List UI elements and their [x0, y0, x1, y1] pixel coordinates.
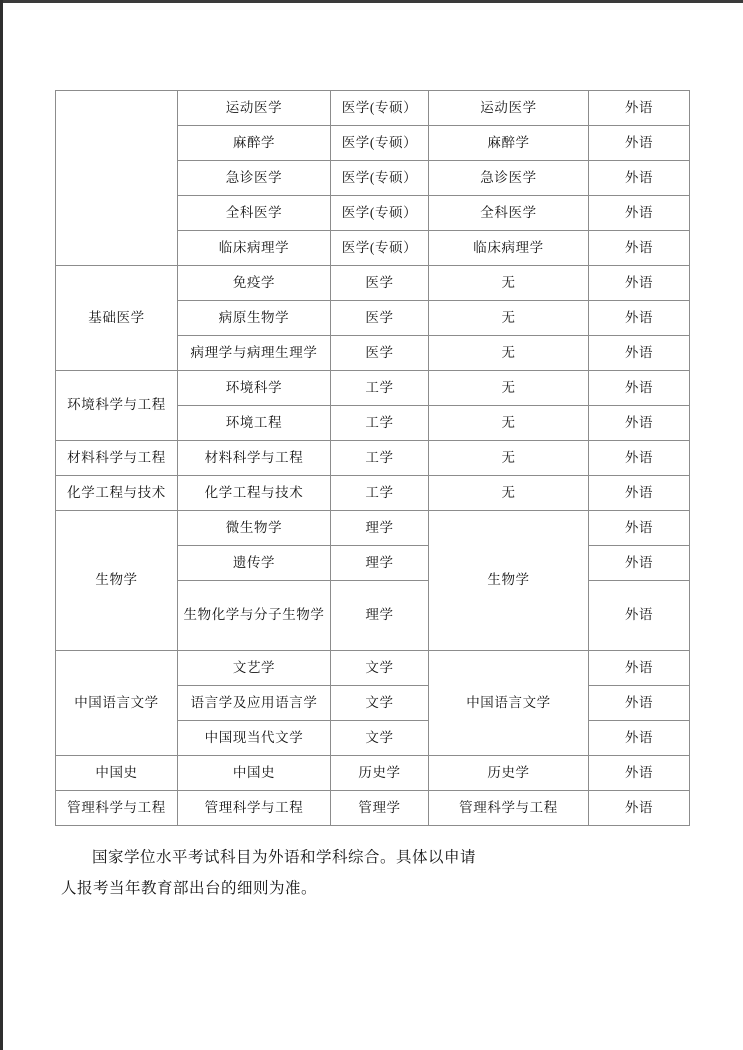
cell-foreign-language: 外语	[589, 756, 690, 791]
table-row	[56, 476, 690, 511]
cell-foreign-language: 外语	[589, 266, 690, 301]
cell-foreign-language: 外语	[589, 91, 690, 126]
cell-degree-type: 理学	[331, 581, 429, 651]
cell-foreign-language: 外语	[589, 581, 690, 651]
cell-discipline-group: 材料科学与工程	[56, 441, 178, 476]
cell-major: 临床病理学	[178, 231, 331, 266]
cell-major: 中国史	[178, 756, 331, 791]
cell-degree-type: 工学	[331, 441, 429, 476]
cell-degree-type: 医学	[331, 266, 429, 301]
subject-exam-table	[55, 90, 690, 826]
table-row	[56, 511, 690, 546]
cell-major: 运动医学	[178, 91, 331, 126]
cell-foreign-language: 外语	[589, 126, 690, 161]
cell-discipline-group: 中国史	[56, 756, 178, 791]
cell-national-exam-subject: 中国语言文学	[429, 651, 589, 756]
cell-national-exam-subject: 无	[429, 301, 589, 336]
cell-national-exam-subject: 急诊医学	[429, 161, 589, 196]
cell-foreign-language: 外语	[589, 441, 690, 476]
cell-major: 材料科学与工程	[178, 441, 331, 476]
cell-major: 环境科学	[178, 371, 331, 406]
table-footnote	[61, 842, 661, 904]
cell-major: 管理科学与工程	[178, 791, 331, 826]
cell-foreign-language: 外语	[589, 546, 690, 581]
cell-degree-type: 医学(专硕）	[331, 231, 429, 266]
cell-discipline-group: 基础医学	[56, 266, 178, 371]
cell-national-exam-subject: 无	[429, 371, 589, 406]
cell-discipline-group: 化学工程与技术	[56, 476, 178, 511]
cell-foreign-language: 外语	[589, 511, 690, 546]
cell-national-exam-subject: 生物学	[429, 511, 589, 651]
cell-foreign-language: 外语	[589, 686, 690, 721]
cell-degree-type: 文学	[331, 721, 429, 756]
cell-major: 麻醉学	[178, 126, 331, 161]
cell-foreign-language: 外语	[589, 301, 690, 336]
cell-major: 病理学与病理生理学	[178, 336, 331, 371]
cell-major: 免疫学	[178, 266, 331, 301]
cell-discipline-group: 生物学	[56, 511, 178, 651]
cell-major: 遗传学	[178, 546, 331, 581]
footnote-line-2-text: 人报考当年教育部出台的细则为准。	[61, 880, 318, 897]
cell-national-exam-subject: 历史学	[429, 756, 589, 791]
cell-degree-type: 管理学	[331, 791, 429, 826]
cell-national-exam-subject: 临床病理学	[429, 231, 589, 266]
cell-discipline-group-continued	[56, 91, 178, 266]
cell-foreign-language: 外语	[589, 791, 690, 826]
cell-foreign-language: 外语	[589, 651, 690, 686]
cell-degree-type: 文学	[331, 651, 429, 686]
cell-major: 语言学及应用语言学	[178, 686, 331, 721]
cell-national-exam-subject: 运动医学	[429, 91, 589, 126]
cell-degree-type: 工学	[331, 476, 429, 511]
cell-national-exam-subject: 麻醉学	[429, 126, 589, 161]
cell-foreign-language: 外语	[589, 231, 690, 266]
cell-degree-type: 医学	[331, 336, 429, 371]
table-row	[56, 371, 690, 406]
cell-foreign-language: 外语	[589, 336, 690, 371]
cell-national-exam-subject: 无	[429, 336, 589, 371]
footnote-line-2	[61, 873, 661, 904]
cell-foreign-language: 外语	[589, 406, 690, 441]
cell-degree-type: 医学	[331, 301, 429, 336]
cell-national-exam-subject: 管理科学与工程	[429, 791, 589, 826]
cell-major: 环境工程	[178, 406, 331, 441]
cell-foreign-language: 外语	[589, 371, 690, 406]
cell-foreign-language: 外语	[589, 721, 690, 756]
cell-major: 急诊医学	[178, 161, 331, 196]
cell-major: 微生物学	[178, 511, 331, 546]
document-body	[55, 90, 689, 904]
cell-national-exam-subject: 全科医学	[429, 196, 589, 231]
table-row	[56, 756, 690, 791]
cell-degree-type: 医学(专硕）	[331, 126, 429, 161]
cell-major: 中国现当代文学	[178, 721, 331, 756]
cell-national-exam-subject: 无	[429, 406, 589, 441]
cell-foreign-language: 外语	[589, 196, 690, 231]
cell-national-exam-subject: 无	[429, 441, 589, 476]
cell-degree-type: 工学	[331, 406, 429, 441]
cell-major: 全科医学	[178, 196, 331, 231]
cell-degree-type: 医学(专硕）	[331, 161, 429, 196]
cell-degree-type: 历史学	[331, 756, 429, 791]
cell-discipline-group: 管理科学与工程	[56, 791, 178, 826]
cell-major: 化学工程与技术	[178, 476, 331, 511]
page-edge-left	[0, 0, 3, 1050]
cell-degree-type: 理学	[331, 511, 429, 546]
table-row	[56, 266, 690, 301]
cell-discipline-group: 环境科学与工程	[56, 371, 178, 441]
table-row	[56, 791, 690, 826]
cell-major: 生物化学与分子生物学	[178, 581, 331, 651]
cell-degree-type: 医学(专硕）	[331, 91, 429, 126]
table-row	[56, 441, 690, 476]
cell-degree-type: 理学	[331, 546, 429, 581]
table-row	[56, 91, 690, 126]
cell-degree-type: 医学(专硕）	[331, 196, 429, 231]
cell-national-exam-subject: 无	[429, 476, 589, 511]
cell-foreign-language: 外语	[589, 161, 690, 196]
cell-national-exam-subject: 无	[429, 266, 589, 301]
footnote-line-1-text: 国家学位水平考试科目为外语和学科综合。具体以申请	[92, 849, 477, 866]
table-row	[56, 651, 690, 686]
cell-degree-type: 文学	[331, 686, 429, 721]
footnote-line-1	[61, 842, 661, 873]
cell-discipline-group: 中国语言文学	[56, 651, 178, 756]
cell-foreign-language: 外语	[589, 476, 690, 511]
cell-major: 文艺学	[178, 651, 331, 686]
cell-major: 病原生物学	[178, 301, 331, 336]
cell-degree-type: 工学	[331, 371, 429, 406]
page-edge-top	[0, 0, 743, 3]
